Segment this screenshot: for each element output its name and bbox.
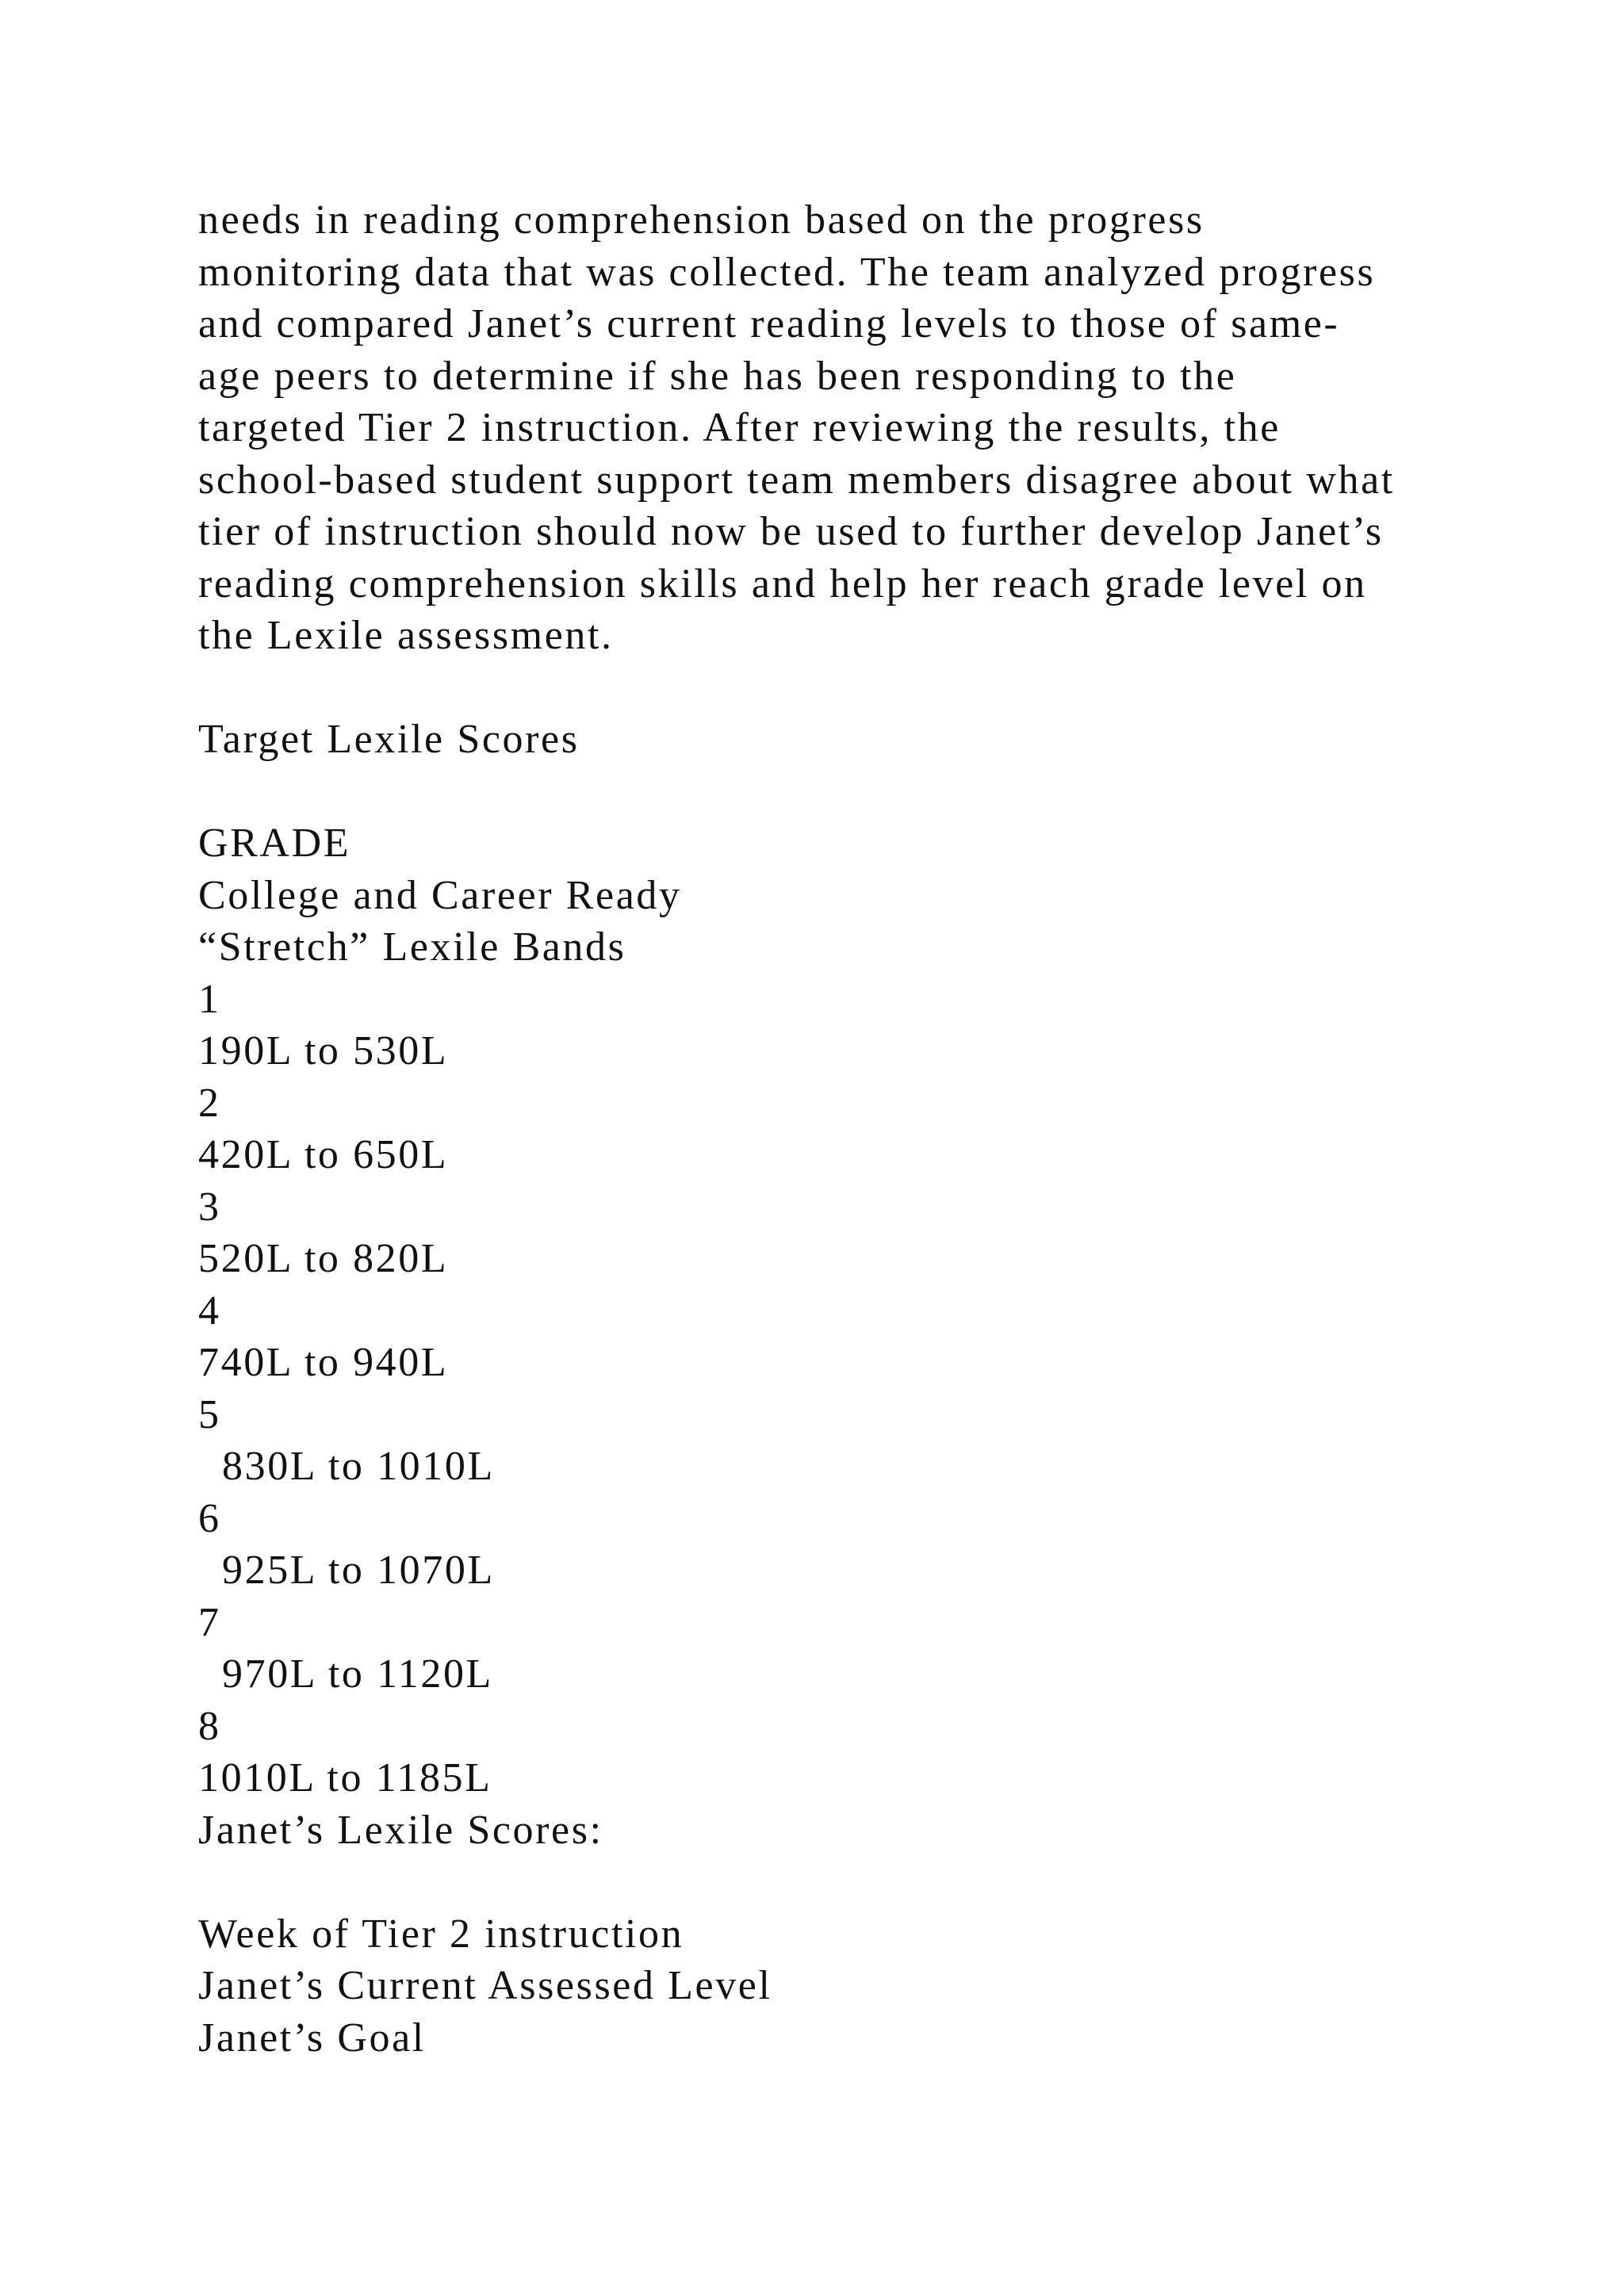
table-cell-grade: 4 bbox=[198, 1288, 221, 1334]
table-cell-grade: 5 bbox=[198, 1391, 221, 1437]
table-cell-band: 1010L to 1185L bbox=[198, 1755, 492, 1800]
table-cell-band: 830L to 1010L bbox=[222, 1444, 495, 1489]
paragraph-line: the Lexile assessment. bbox=[198, 613, 614, 658]
paragraph-line: reading comprehension skills and help her reach grade level on bbox=[198, 561, 1367, 607]
paragraph-line: tier of instruction should now be used to further develop Janet’s bbox=[198, 509, 1384, 554]
table-cell-band: 190L to 530L bbox=[198, 1028, 449, 1073]
document-page bbox=[198, 194, 1515, 2064]
lexile-band-table bbox=[198, 817, 1515, 1804]
table-header-band: College and Career Ready bbox=[198, 872, 682, 918]
paragraph-line: monitoring data that was collected. The team analyzed progress bbox=[198, 249, 1376, 295]
table-cell-grade: 7 bbox=[198, 1599, 221, 1645]
table-cell-band: 970L to 1120L bbox=[222, 1651, 493, 1697]
paragraph-line: targeted Tier 2 instruction. After reviewing the results, the bbox=[198, 405, 1281, 450]
target-lexile-heading: Target Lexile Scores bbox=[198, 717, 580, 762]
table-cell-band: 520L to 820L bbox=[198, 1236, 449, 1281]
table-cell-band: 740L to 940L bbox=[198, 1340, 449, 1385]
blank-line bbox=[198, 766, 1515, 818]
table-cell-grade: 1 bbox=[198, 976, 221, 1022]
body-paragraph bbox=[198, 194, 1515, 662]
table-header-current-level: Janet’s Current Assessed Level bbox=[198, 1963, 772, 2008]
table-cell-grade: 6 bbox=[198, 1495, 221, 1541]
table-cell-band: 925L to 1070L bbox=[222, 1548, 495, 1593]
blank-line bbox=[198, 662, 1515, 714]
blank-line bbox=[198, 1856, 1515, 1908]
janet-scores-heading: Janet’s Lexile Scores: bbox=[198, 1807, 603, 1853]
table-cell-grade: 8 bbox=[198, 1703, 221, 1749]
table-header-grade: GRADE bbox=[198, 821, 351, 866]
table-header-goal: Janet’s Goal bbox=[198, 2015, 426, 2061]
paragraph-line: needs in reading comprehension based on the progress bbox=[198, 197, 1205, 243]
paragraph-line: school-based student support team members disagree about what bbox=[198, 457, 1395, 503]
table-header-band: “Stretch” Lexile Bands bbox=[198, 924, 626, 970]
janet-scores-table bbox=[198, 1908, 1515, 2064]
paragraph-line: and compared Janet’s current reading levels to those of same- bbox=[198, 301, 1340, 346]
table-cell-grade: 2 bbox=[198, 1080, 221, 1126]
table-header-week: Week of Tier 2 instruction bbox=[198, 1911, 684, 1957]
table-cell-grade: 3 bbox=[198, 1184, 221, 1230]
table-cell-band: 420L to 650L bbox=[198, 1132, 449, 1177]
paragraph-line: age peers to determine if she has been responding to the bbox=[198, 353, 1237, 399]
